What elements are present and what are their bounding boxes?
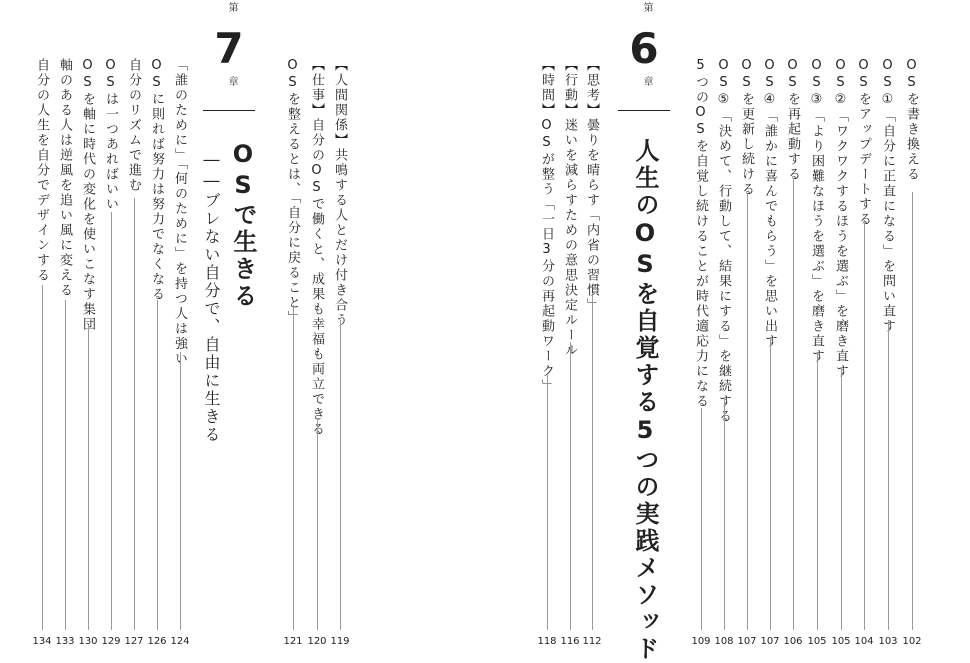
toc-entry[interactable]: OSをアップデートする [856,58,871,227]
page-number: 129 [101,636,121,647]
chapter-6-rule [618,110,670,111]
toc-entry[interactable]: 自分のリズムで進む [126,58,141,193]
toc-entry[interactable]: 「誰のために」「何のために」を持つ人は強い [172,58,187,367]
leader-line [864,220,865,630]
page-number: 118 [537,636,557,647]
page-number: 120 [307,636,327,647]
leader-line [793,178,794,630]
toc-entry[interactable]: OSを更新し続ける [739,58,754,197]
chapter-7-title: OSで生きる [229,140,257,310]
leader-line [724,398,725,630]
chapter-6-title: 人生のOSを自覚する5つの実践メソッド [631,138,659,663]
page-number: 103 [878,636,898,647]
leader-line [317,418,318,630]
leader-line [770,338,771,630]
toc-entry[interactable]: 【思考】曇りを晴らす「内省の習慣」 [584,58,599,313]
page-number: 108 [714,636,734,647]
toc-entry[interactable]: OSに則れば努力は努力でなくなる [149,58,164,302]
toc-entry[interactable]: OS③「より困難なほうを選ぶ」を磨き直す [809,58,824,364]
toc-entry[interactable]: OSを再起動する [785,58,800,182]
leader-line [912,192,913,630]
chapter-7-label-bottom: 章 [226,76,237,86]
chapter-7-label-top: 第 [226,2,237,12]
leader-line [293,305,294,630]
page-number: 107 [760,636,780,647]
leader-line [547,375,548,630]
page-number: 126 [147,636,167,647]
page-number: 121 [283,636,303,647]
leader-line [180,352,181,630]
toc-entry[interactable]: 【行動】迷いを減らすための意思決定ルール [562,58,577,358]
toc-entry[interactable]: OSを整えるとは、「自分に戻ること」 [285,58,300,326]
toc-entry[interactable]: 軸のある人は逆風を追い風に変える [57,58,72,298]
page-number: 105 [831,636,851,647]
leader-line [111,212,112,630]
page-number: 109 [691,636,711,647]
toc-entry[interactable]: 【人間関係】共鳴する人とだけ付き合う [332,58,347,328]
toc-entry[interactable]: 【時間】OSが整う「一日3分の再起動ワーク」 [539,58,554,394]
page-number: 107 [737,636,757,647]
chapter-6-label-bottom: 章 [641,76,652,86]
toc-entry[interactable]: OSは一つあればいい [103,58,118,212]
leader-line [65,300,66,630]
leader-line [134,198,135,630]
toc-entry[interactable]: OS⑤「決めて、行動して、結果にする」を継続する [716,58,731,424]
toc-entry[interactable]: OSを書き換える [904,58,919,182]
leader-line [42,285,43,630]
leader-line [570,342,571,630]
leader-line [817,352,818,630]
page-number: 119 [330,636,350,647]
leader-line [841,368,842,630]
chapter-7-subtitle: ――ブレない自分で、自由に生きる [202,150,221,444]
page-number: 130 [78,636,98,647]
chapter-7-rule [203,110,255,111]
page-number: 102 [902,636,922,647]
page-number: 106 [783,636,803,647]
toc-entry[interactable]: 【仕事】自分のOSで働くと、成果も幸福も両立できる [309,58,324,437]
leader-line [340,320,341,630]
leader-line [701,408,702,630]
page-number: 127 [124,636,144,647]
toc-entry[interactable]: 5つのOSを自覚し続けることが時代適応力になる [693,58,708,409]
leader-line [747,194,748,630]
chapter-7-number: 7 [214,24,244,73]
page-number: 105 [807,636,827,647]
toc-entry[interactable]: OS④「誰かに喜んでもらう」を思い出す [762,58,777,349]
page-number: 133 [55,636,75,647]
chapter-6-number: 6 [629,24,659,73]
page-number: 124 [170,636,190,647]
toc-entry[interactable]: OSを軸に時代の変化を使いこなす集団 [80,58,95,332]
leader-line [88,325,89,630]
page-number: 112 [582,636,602,647]
leader-line [888,320,889,630]
leader-line [592,295,593,630]
leader-line [157,300,158,630]
toc-entry[interactable]: OS①「自分に正直になる」を問い直す [880,58,895,334]
page-number: 116 [560,636,580,647]
toc-entry[interactable]: OS②「ワクワクするほうを選ぶ」を磨き直す [833,58,848,379]
toc-entry[interactable]: 自分の人生を自分でデザインする [34,58,49,283]
chapter-6-label-top: 第 [641,2,652,12]
page-number: 134 [32,636,52,647]
page-number: 104 [854,636,874,647]
